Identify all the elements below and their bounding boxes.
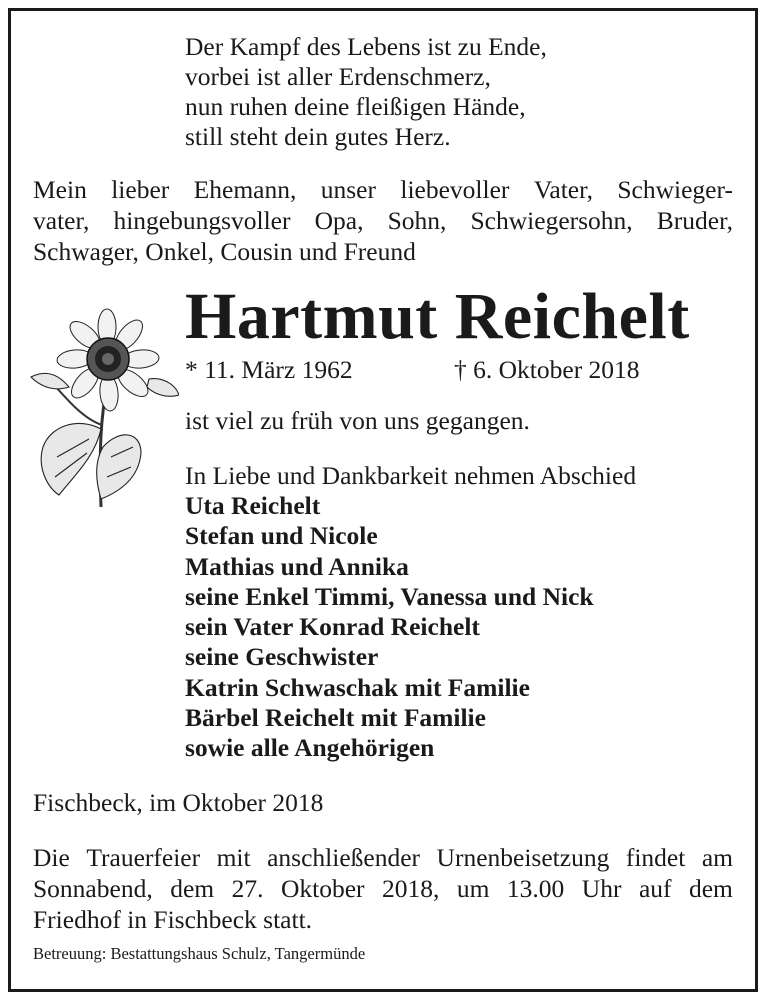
memorial-verse	[185, 32, 547, 152]
verse-line: Der Kampf des Lebens ist zu Ende,	[185, 32, 547, 61]
mourner-line: seine Geschwister	[185, 642, 379, 672]
mourner-line: Mathias und Annika	[185, 551, 409, 581]
word: anschließender	[267, 843, 421, 872]
word: Urnenbeisetzung	[436, 843, 610, 872]
mourner-line: sowie alle Angehörigen	[185, 733, 435, 763]
mourner-line: seine Enkel Timmi, Vanessa und Nick	[185, 581, 594, 611]
place-date: Fischbeck, im Oktober 2018	[33, 788, 324, 817]
word: unser	[320, 175, 376, 204]
mourner-line: sein Vater Konrad Reichelt	[185, 612, 480, 642]
word: 13.00	[506, 874, 565, 903]
word: Bruder,	[656, 206, 733, 235]
word: Schwiegersohn,	[470, 206, 633, 235]
mourners-list	[185, 491, 594, 764]
death-date: † 6. Oktober 2018	[454, 355, 640, 384]
mourner-line: Uta Reichelt	[185, 491, 321, 520]
word: dem	[170, 874, 215, 903]
word: hingebungsvoller	[113, 206, 291, 235]
word: mit	[216, 843, 251, 872]
word: 2018,	[381, 874, 440, 903]
word: Trauerfeier	[86, 843, 201, 872]
word: Ehemann,	[193, 175, 297, 204]
word: um	[456, 874, 490, 903]
intro-line	[33, 205, 733, 236]
funeral-info	[33, 842, 733, 935]
funeral-line	[33, 873, 733, 904]
verse-line: vorbei ist aller Erdenschmerz,	[185, 62, 491, 91]
relationship-intro	[33, 174, 733, 267]
passing-statement: ist viel zu früh von uns gegangen.	[185, 406, 530, 435]
word: Oktober	[280, 874, 365, 903]
farewell-statement: In Liebe und Dankbarkeit nehmen Abschied	[185, 461, 637, 490]
word: auf	[638, 874, 672, 903]
obituary-notice	[8, 8, 758, 992]
intro-line	[33, 174, 733, 205]
word: Sonnabend,	[33, 874, 153, 903]
word: Vater,	[533, 175, 593, 204]
verse-line: nun ruhen deine fleißigen Hände,	[185, 92, 526, 121]
word: vater,	[33, 206, 90, 235]
word: Schwieger-	[617, 175, 733, 204]
word: Uhr	[581, 874, 622, 903]
word: Opa,	[314, 206, 364, 235]
word: dem	[688, 874, 733, 903]
mourner-line: Bärbel Reichelt mit Familie	[185, 703, 486, 733]
word: Sohn,	[387, 206, 447, 235]
word: liebevoller	[400, 175, 510, 204]
birth-date: * 11. März 1962	[185, 355, 353, 384]
word: am	[701, 843, 733, 872]
funeral-line: Friedhof in Fischbeck statt.	[33, 905, 313, 934]
funeral-home-credit: Betreuung: Bestattungshaus Schulz, Tangermünde	[33, 944, 366, 963]
deceased-name: Hartmut Reichelt	[185, 280, 690, 353]
word: findet	[625, 843, 686, 872]
mourner-line: Stefan und Nicole	[185, 521, 378, 551]
sunflower-icon	[29, 307, 179, 512]
mourner-line: Katrin Schwaschak mit Familie	[185, 672, 530, 702]
intro-line: Schwager, Onkel, Cousin und Freund	[33, 237, 416, 266]
word: Mein	[33, 175, 87, 204]
word: 27.	[231, 874, 264, 903]
word: Die	[33, 843, 70, 872]
word: lieber	[111, 175, 170, 204]
verse-line: still steht dein gutes Herz.	[185, 122, 451, 151]
funeral-line	[33, 842, 733, 873]
